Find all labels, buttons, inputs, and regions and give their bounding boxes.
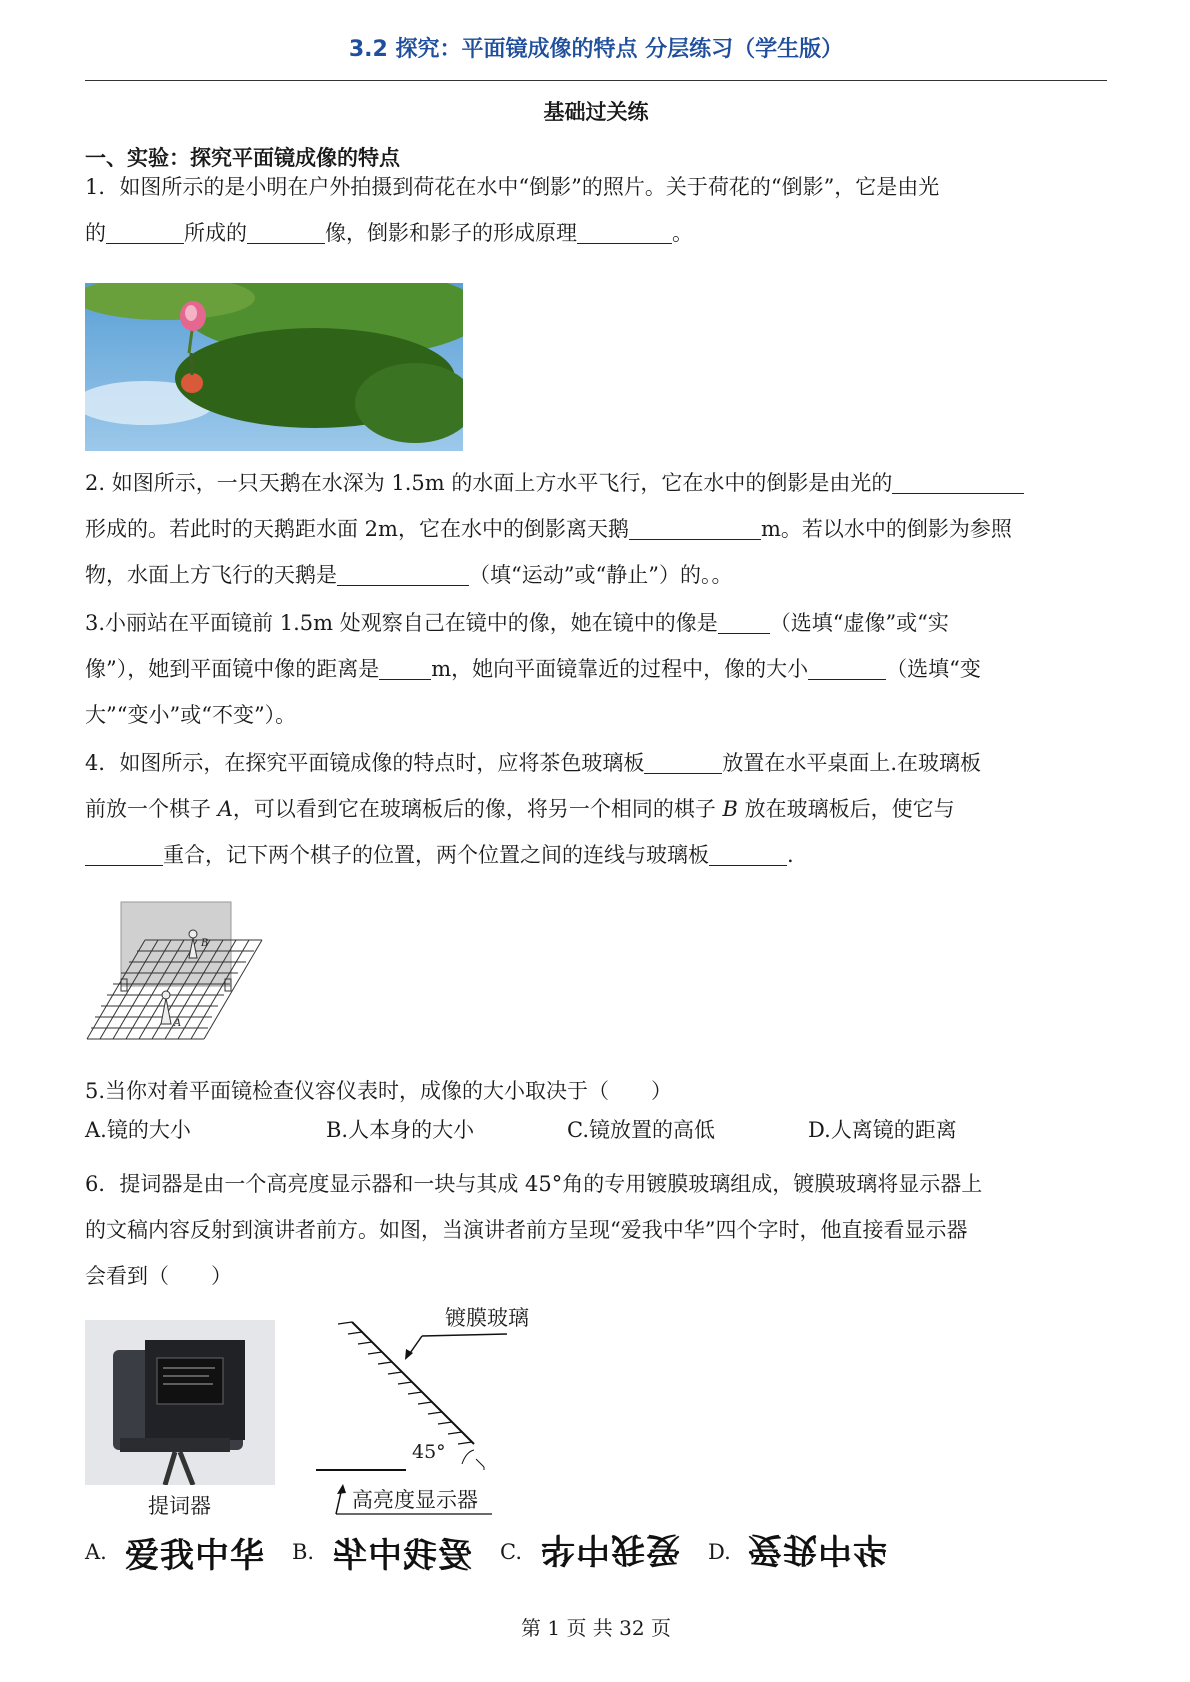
answer-blank[interactable]	[85, 841, 163, 866]
question-3: 3.小丽站在平面镜前 1.5m 处观察自己在镜中的像，她在镜中的像是 （选填“虚像”或“实 像”），她到平面镜中像的距离是 m，她向平面镜靠近的过程中，像的大小 （选填“变 大”“变小”或“不变”）。	[85, 611, 981, 727]
question-1	[85, 164, 1107, 256]
piece-a-label: A	[174, 1018, 182, 1029]
answer-blank[interactable]	[644, 749, 722, 774]
q1-line1: 1．如图所示的是小明在户外拍摄到荷花在水中“倒影”的照片。关于荷花的“倒影”，它是由光	[85, 175, 940, 199]
answer-blank[interactable]	[629, 515, 761, 540]
option-c-letter: C.	[500, 1540, 522, 1564]
question-6-options	[85, 1528, 1107, 1578]
option-d-text[interactable]: 爱我中华	[748, 1529, 888, 1569]
question-5-stem: 5.当你对着平面镜检查仪容仪表时，成像的大小取决于（ ）	[85, 1079, 673, 1103]
prompter-label: 提词器	[148, 1494, 211, 1518]
lotus-reflection-photo	[85, 283, 463, 451]
answer-blank[interactable]	[718, 609, 770, 634]
question-4: 4．如图所示，在探究平面镜成像的特点时，应将茶色玻璃板 放置在水平桌面上.在玻璃板 前放一个棋子 A，可以看到它在玻璃板后的像，将另一个相同的棋子 B 放在玻璃板后，使它与 重合，记下两个棋子的位置，两个位置之间的连线与玻璃板 .	[85, 751, 982, 867]
option-d[interactable]: D.人离镜的距离	[808, 1118, 957, 1142]
answer-blank[interactable]	[106, 219, 184, 244]
header-divider	[85, 80, 1107, 81]
page-footer: 第 1 页 共 32 页	[521, 1616, 671, 1640]
answer-blank[interactable]	[379, 655, 431, 680]
heading-experiment: 一、实验：探究平面镜成像的特点	[85, 146, 400, 170]
answer-blank[interactable]	[247, 219, 325, 244]
angle-label: 45°	[412, 1441, 446, 1463]
coated-glass-label: 镀膜玻璃	[445, 1306, 529, 1330]
answer-blank[interactable]	[892, 469, 1024, 494]
option-b[interactable]: B.人本身的大小	[326, 1118, 475, 1142]
option-b-text[interactable]: 爱我中华	[332, 1536, 472, 1576]
question-2: 2. 如图所示，一只天鹅在水深为 1.5m 的水面上方水平飞行，它在水中的倒影是由光的 形成的。若此时的天鹅距水面 2m，它在水中的倒影离天鹅 m。若以水中的倒影为参照 物，水面上方飞行的天鹅是 （填“运动”或“静止”）的。。	[85, 460, 1107, 598]
section-title: 基础过关练	[543, 100, 649, 124]
option-a[interactable]: A.镜的大小	[85, 1118, 191, 1142]
option-c-text[interactable]: 爱我中华	[540, 1529, 680, 1569]
option-c[interactable]: C.镜放置的高低	[567, 1118, 715, 1142]
question-6: 6．提词器是由一个高亮度显示器和一块与其成 45°角的专用镀膜玻璃组成，镀膜玻璃将显示器上 的文稿内容反射到演讲者前方。如图，当演讲者前方呈现“爱我中华”四个字时，他直接看显示器 会看到（ ）	[85, 1172, 983, 1288]
answer-blank[interactable]	[577, 219, 672, 244]
answer-blank[interactable]	[709, 841, 787, 866]
glass-plate-grid-figure	[85, 900, 275, 1050]
answer-blank[interactable]	[808, 655, 886, 680]
question-5-options	[85, 1114, 1107, 1160]
answer-blank[interactable]	[337, 561, 469, 586]
page-title: 3.2 探究：平面镜成像的特点 分层练习（学生版）	[348, 37, 844, 62]
q1-line2: 的 所成的 像，倒影和影子的形成原理 。	[85, 221, 693, 245]
display-label: 高亮度显示器	[352, 1488, 478, 1512]
option-b-letter: B.	[292, 1540, 315, 1564]
teleprompter-photo	[85, 1320, 275, 1485]
option-a-text[interactable]: 爱我中华	[125, 1536, 265, 1576]
option-d-letter: D.	[708, 1540, 731, 1564]
piece-b-label: B	[201, 938, 209, 949]
option-a-letter: A.	[85, 1540, 107, 1564]
